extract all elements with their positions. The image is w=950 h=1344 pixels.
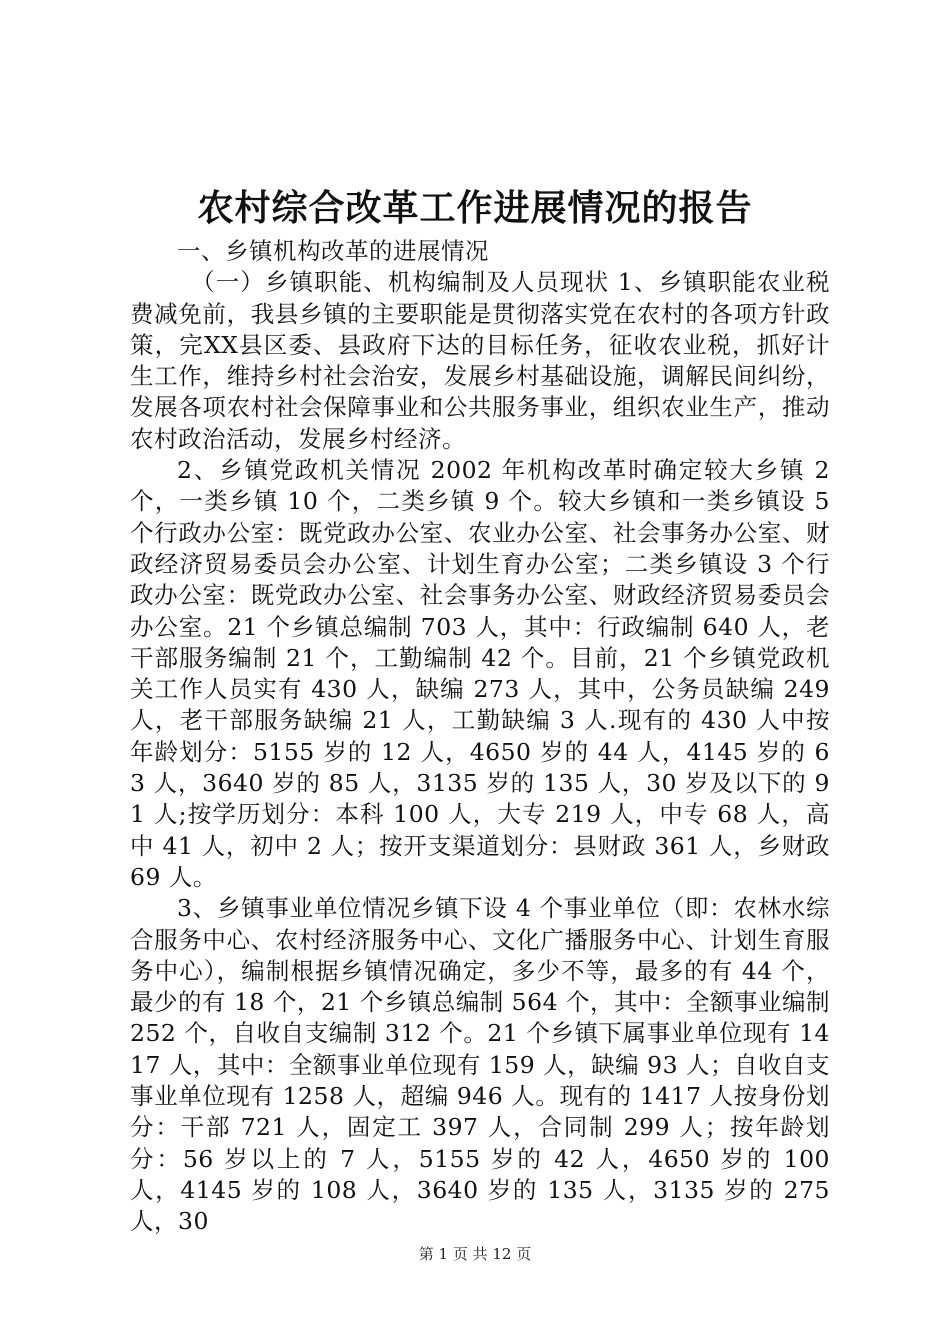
section-heading: 一、乡镇机构改革的进展情况 bbox=[177, 237, 489, 265]
document-body bbox=[130, 236, 830, 1238]
body-paragraph: 3、乡镇事业单位情况乡镇下设 4 个事业单位（即：农林水综合服务中心、农村经济服务中心、文化广播服务中心、计划生育服务中心），编制根据乡镇情况确定，多少不等，最多的有 44 个，最少的有 18 个，21 个乡镇总编制 564 个，其中：全额事业编制 252 个，自收自支编制 312 个。21 个乡镇下属事业单位现有 1417 人，其中：全额事业单位现有 159 人，缺编 93 人；自收自支事业单位现有 1258 人，超编 946 人。现有的 1417 人按身份划分：干部 721 人，固定工 397 人，合同制 299 人；按年龄划分：56 岁以上的 7 人，5155 岁的 42 人，4650 岁的 100 人，4145 岁的 108 人，3640 岁的 135 人，3135 岁的 275 人，30 bbox=[130, 894, 831, 1236]
page-footer: 第 1 页 共 12 页 bbox=[418, 1245, 532, 1263]
body-paragraph: 2、乡镇党政机关情况 2002 年机构改革时确定较大乡镇 2 个，一类乡镇 10 个，二类乡镇 9 个。较大乡镇和一类乡镇设 5 个行政办公室：既党政办公室、农业办公室、社会事务办公室、财政经济贸易委员会办公室、计划生育办公室；二类乡镇设 3 个行政办公室：既党政办公室、社会事务办公室、财政经济贸易委员会办公室。21 个乡镇总编制 703 人，其中：行政编制 640 人，老干部服务编制 21 个，工勤编制 42 个。目前，21 个乡镇党政机关工作人员实有 430 人，缺编 273 人，其中，公务员缺编 249 人，老干部服务缺编 21 人，工勤缺编 3 人.现有的 430 人中按年龄划分：5155 岁的 12 人，4650 岁的 44 人，4145 岁的 63 人，3640 岁的 85 人，3135 岁的 135 人，30 岁及以下的 91 人;按学历划分：本科 100 人，大专 219 人，中专 68 人，高中 41 人，初中 2 人；按开支渠道划分：县财政 361 人，乡财政 69 人。 bbox=[130, 456, 830, 891]
body-paragraph: （一）乡镇职能、机构编制及人员现状 1、乡镇职能农业税费减免前，我县乡镇的主要职能是贯彻落实党在农村的各项方针政策，完XX县区委、县政府下达的目标任务，征收农业税，抓好计生工作，维持乡村社会治安，发展乡村基础设施，调解民间纠纷，发展各项农村社会保障事业和公共服务事业，组织农业生产，推动农村政治活动，发展乡村经济。 bbox=[130, 268, 830, 453]
document-title: 农村综合改革工作进展情况的报告 bbox=[197, 188, 753, 229]
